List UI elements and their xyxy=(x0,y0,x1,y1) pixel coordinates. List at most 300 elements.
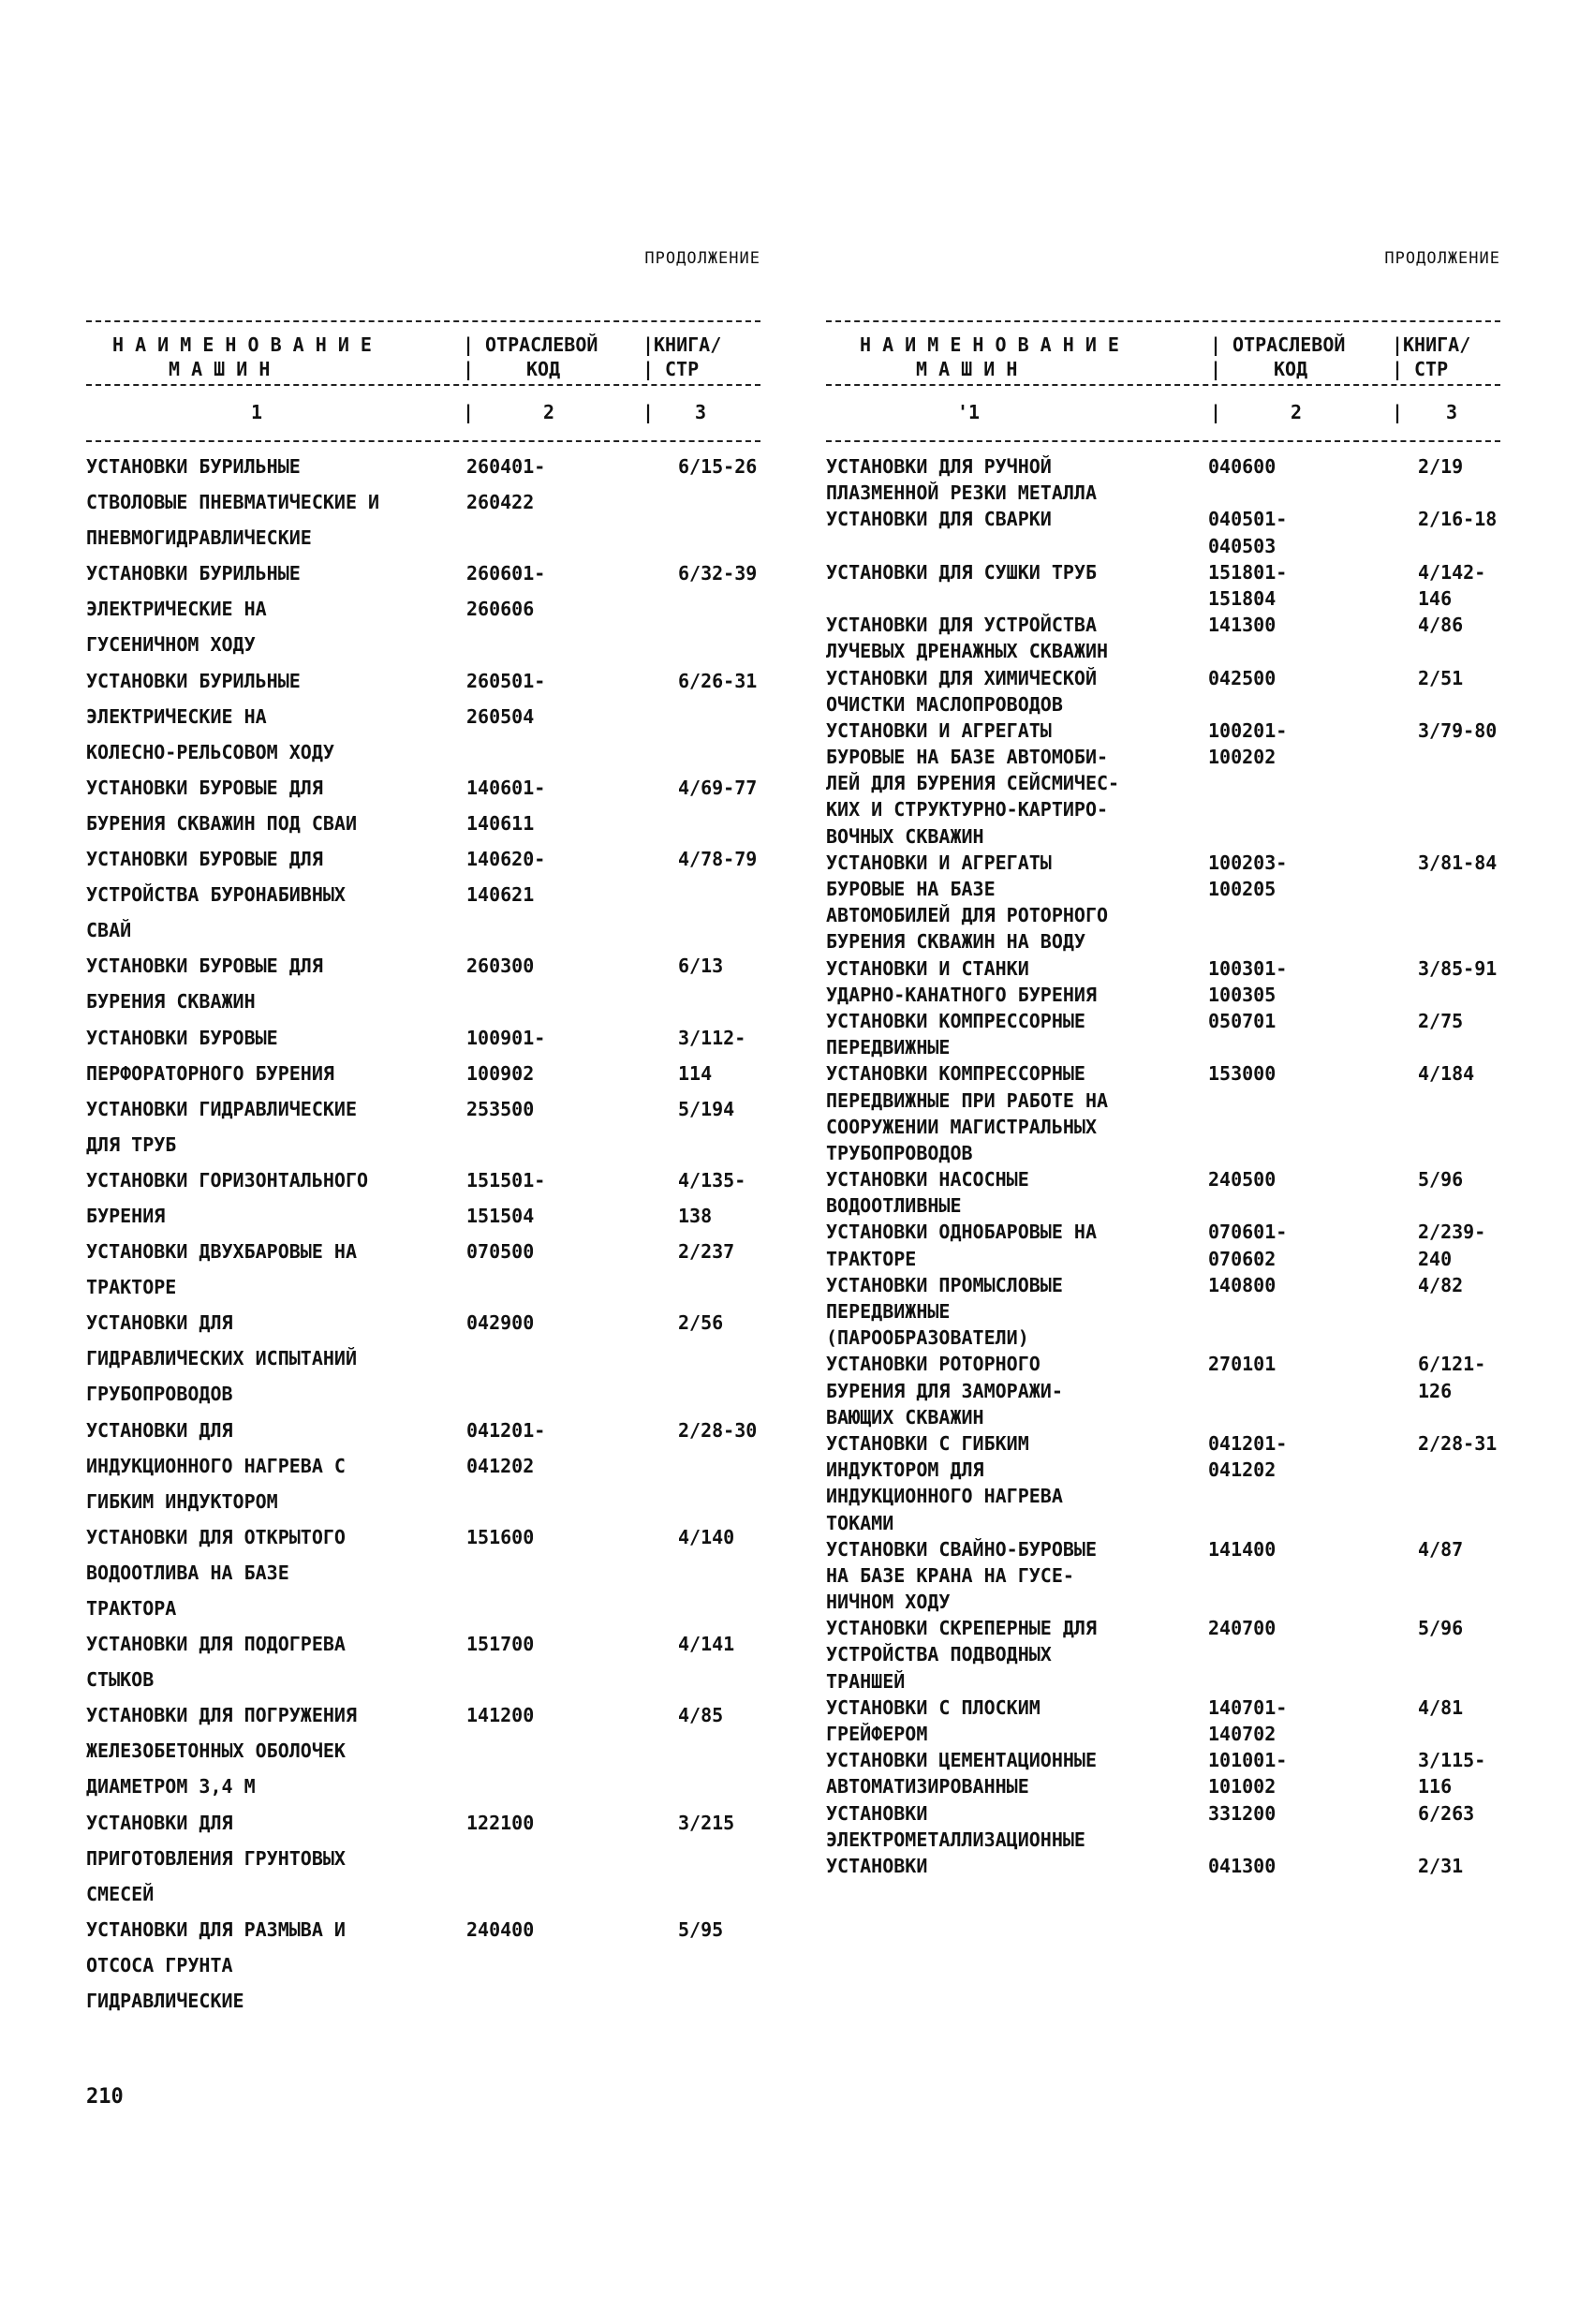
machine-name: ИНДУКЦИОННОГО НАГРЕВА xyxy=(826,1485,1063,1508)
industry-code: 041300 xyxy=(1208,1854,1277,1877)
machine-name: СООРУЖЕНИИ МАГИСТРАЛЬНЫХ xyxy=(826,1115,1097,1138)
machine-name: НИЧНОМ ХОДУ xyxy=(826,1591,951,1614)
book-page: 4/85 xyxy=(678,1704,724,1727)
table-row xyxy=(826,1274,1500,1300)
machine-name: УСТРОЙСТВА ПОДВОДНЫХ xyxy=(826,1643,1052,1666)
table-row xyxy=(86,1311,760,1347)
table-row xyxy=(826,746,1500,772)
table-row xyxy=(86,491,760,526)
table-row xyxy=(826,667,1500,693)
machine-name: АВТОМОБИЛЕЙ ДЛЯ РОТОРНОГО xyxy=(826,904,1109,927)
table-row xyxy=(826,1194,1500,1221)
book-page: 5/95 xyxy=(678,1917,724,1941)
machine-name: ЖЕЛЕЗОБЕТОННЫХ ОБОЛОЧЕК xyxy=(86,1739,346,1763)
table-row xyxy=(86,1347,760,1383)
machine-name: УСТАНОВКИ ГОРИЗОНТАЛЬНОГО xyxy=(86,1168,369,1192)
book-page: 4/81 xyxy=(1418,1695,1464,1719)
table-row xyxy=(86,955,760,990)
machine-name: ПНЕВМОГИДРАВЛИЧЕСКИЕ xyxy=(86,526,312,550)
table-row xyxy=(826,614,1500,640)
industry-code: 141200 xyxy=(466,1704,535,1727)
book-page: 138 xyxy=(678,1204,713,1227)
machine-name: УСТРОЙСТВА БУРОНАБИВНЫХ xyxy=(86,883,346,907)
table-row xyxy=(86,1383,760,1418)
machine-name: ВОДООТЛИВА НА БАЗЕ xyxy=(86,1561,289,1584)
machine-name: УСТАНОВКИ ДЛЯ xyxy=(86,1811,233,1834)
table-row xyxy=(86,1240,760,1276)
machine-name: УСТАНОВКИ СВАЙНО-БУРОВЫЕ xyxy=(826,1537,1097,1561)
industry-code: 140701- xyxy=(1208,1695,1288,1719)
table-row xyxy=(86,1062,760,1098)
book-page: 3/215 xyxy=(678,1811,735,1834)
book-page: 4/141 xyxy=(678,1633,735,1656)
industry-code: 100301- xyxy=(1208,956,1288,980)
header-book-line2: СТР xyxy=(665,358,700,380)
machine-name: УСТАНОВКИ И АГРЕГАТЫ xyxy=(826,718,1052,742)
machine-name: УСТАНОВКИ БУРИЛЬНЫЕ xyxy=(86,562,301,585)
machine-name: УСТАНОВКИ БУРОВЫЕ xyxy=(86,1026,278,1049)
machine-name: УСТАНОВКИ ДЛЯ РАЗМЫВА И xyxy=(86,1917,346,1941)
header-book-line2: СТР xyxy=(1414,358,1449,380)
table-row xyxy=(826,851,1500,878)
industry-code: 100203- xyxy=(1208,851,1288,874)
table-row xyxy=(826,481,1500,508)
header-separator: | xyxy=(1210,358,1222,380)
table-row xyxy=(826,1802,1500,1828)
table-row xyxy=(826,1353,1500,1379)
machine-name: ТОКАМИ xyxy=(826,1511,894,1534)
machine-name: УСТАНОВКИ ДЛЯ ПОГРУЖЕНИЯ xyxy=(86,1704,357,1727)
table-row xyxy=(826,1458,1500,1485)
machine-name: ТРАКТОРЕ xyxy=(826,1247,917,1270)
book-page: 6/32-39 xyxy=(678,562,758,585)
table-header xyxy=(86,322,760,384)
machine-name: ВОДООТЛИВНЫЕ xyxy=(826,1194,962,1218)
machine-name: ГИДРАВЛИЧЕСКИХ ИСПЫТАНИЙ xyxy=(86,1347,357,1370)
industry-code: 100902 xyxy=(466,1061,535,1085)
header-code-line2: КОД xyxy=(526,358,561,380)
book-page: 2/28-30 xyxy=(678,1418,758,1442)
table-row xyxy=(826,772,1500,798)
table-row xyxy=(826,1564,1500,1591)
machine-name: ПЕРЕДВИЖНЫЕ ПРИ РАБОТЕ НА xyxy=(826,1088,1109,1112)
machine-name: ГУСЕНИЧНОМ ХОДУ xyxy=(86,633,256,657)
industry-code: 040501- xyxy=(1208,508,1288,531)
table-row xyxy=(86,1419,760,1455)
table-row xyxy=(86,1739,760,1775)
industry-code: 140611 xyxy=(466,811,535,835)
industry-code: 140800 xyxy=(1208,1273,1277,1296)
book-page: 6/121- xyxy=(1418,1353,1486,1376)
table-row xyxy=(86,1027,760,1062)
table-body xyxy=(86,455,760,2025)
machine-name: УСТАНОВКИ ДЛЯ РУЧНОЙ xyxy=(826,455,1052,478)
column-separator: | xyxy=(463,401,475,423)
machine-name: УСТАНОВКИ КОМПРЕССОРНЫЕ xyxy=(826,1062,1085,1086)
machine-name: УСТАНОВКИ И СТАНКИ xyxy=(826,956,1029,980)
book-page: 4/78-79 xyxy=(678,848,758,871)
table-header xyxy=(826,322,1500,384)
industry-code: 100205 xyxy=(1208,878,1277,900)
header-separator: | xyxy=(463,333,475,356)
book-page: 3/115- xyxy=(1418,1749,1486,1772)
machine-name: УСТАНОВКИ ЦЕМЕНТАЦИОННЫЕ xyxy=(826,1749,1097,1772)
machine-name: БУРЕНИЯ СКВАЖИН НА ВОДУ xyxy=(826,930,1085,954)
industry-code: 153000 xyxy=(1208,1062,1277,1086)
industry-code: 260601- xyxy=(466,562,546,585)
machine-name: ГИДРАВЛИЧЕСКИЕ xyxy=(86,1990,244,2013)
industry-code: 122100 xyxy=(466,1811,535,1834)
industry-code: 041201- xyxy=(466,1418,546,1442)
column-separator: | xyxy=(642,401,655,423)
machine-name: ГРЕЙФЕРОМ xyxy=(826,1723,928,1745)
book-page: 4/140 xyxy=(678,1525,735,1548)
machine-name: ЭЛЕКТРИЧЕСКИЕ НА xyxy=(86,704,267,728)
table-row xyxy=(826,1512,1500,1538)
header-separator: | xyxy=(463,358,475,380)
machine-name: УСТАНОВКИ xyxy=(826,1801,928,1825)
machine-name: УСТАНОВКИ КОМПРЕССОРНЫЕ xyxy=(826,1009,1085,1032)
book-page: 2/19 xyxy=(1418,455,1464,478)
book-page: 2/237 xyxy=(678,1240,735,1264)
book-page: 6/13 xyxy=(678,955,724,978)
table-row xyxy=(86,812,760,848)
industry-code: 040503 xyxy=(1208,534,1277,557)
table-row xyxy=(86,1490,760,1526)
industry-code: 042500 xyxy=(1208,666,1277,689)
header-separator: | xyxy=(1392,358,1404,380)
table-row xyxy=(826,957,1500,984)
table-row xyxy=(826,1696,1500,1723)
table-row xyxy=(86,1276,760,1311)
book-page: 3/85-91 xyxy=(1418,956,1498,980)
column-numbers xyxy=(86,386,760,440)
machine-name: БУРЕНИЯ ДЛЯ ЗАМОРАЖИ- xyxy=(826,1379,1063,1402)
machine-name: ЛЕЙ ДЛЯ БУРЕНИЯ СЕЙСМИЧЕС- xyxy=(826,772,1120,795)
table-row xyxy=(826,1142,1500,1168)
industry-code: 331200 xyxy=(1208,1801,1277,1825)
table-row xyxy=(826,1723,1500,1749)
table-row xyxy=(86,1562,760,1597)
book-page: 114 xyxy=(678,1061,713,1085)
table-row xyxy=(826,508,1500,534)
table-row xyxy=(826,930,1500,956)
machine-name: УСТАНОВКИ С ГИБКИМ xyxy=(826,1431,1029,1455)
machine-name: БУРЕНИЯ xyxy=(86,1204,166,1227)
industry-code: 141400 xyxy=(1208,1537,1277,1561)
table-row xyxy=(826,1828,1500,1855)
header-code-line1: ОТРАСЛЕВОЙ xyxy=(485,333,598,356)
machine-name: БУРЕНИЯ СКВАЖИН xyxy=(86,990,256,1014)
machine-name: УСТАНОВКИ ДЛЯ СВАРКИ xyxy=(826,508,1052,531)
book-page: 6/26-31 xyxy=(678,669,758,692)
industry-code: 151801- xyxy=(1208,560,1288,584)
machine-name: НА БАЗЕ КРАНА НА ГУСЕ- xyxy=(826,1563,1074,1587)
book-page: 5/194 xyxy=(678,1097,735,1120)
machine-name: ГРУБОПРОВОДОВ xyxy=(86,1383,233,1406)
industry-code: 240400 xyxy=(466,1917,535,1941)
table-row xyxy=(826,1248,1500,1274)
header-book-line1: КНИГА/ xyxy=(654,333,722,356)
table-row xyxy=(86,1668,760,1704)
table-row xyxy=(86,1883,760,1918)
machine-name: УСТАНОВКИ БУРОВЫЕ ДЛЯ xyxy=(86,955,323,978)
machine-name: БУРОВЫЕ НА БАЗЕ АВТОМОБИ- xyxy=(826,746,1109,769)
table-row xyxy=(826,878,1500,904)
machine-name: УСТАНОВКИ ДЛЯ ХИМИЧЕСКОЙ xyxy=(826,666,1097,689)
machine-name: ПЕРФОРАТОРНОГО БУРЕНИЯ xyxy=(86,1061,334,1085)
book-page: 146 xyxy=(1418,586,1453,610)
machine-name: БУРЕНИЯ СКВАЖИН ПОД СВАИ xyxy=(86,811,357,835)
industry-code: 151700 xyxy=(466,1633,535,1656)
header-name-line1: Н А И М Е Н О В А Н И Е xyxy=(112,333,372,356)
industry-code: 260501- xyxy=(466,669,546,692)
header-book-line1: КНИГА/ xyxy=(1403,333,1471,356)
right-column xyxy=(826,245,1500,1881)
table-row xyxy=(86,1597,760,1633)
table-row xyxy=(826,1855,1500,1881)
table-row xyxy=(826,1749,1500,1775)
industry-code: 260300 xyxy=(466,955,535,978)
machine-name: ПЛАЗМЕННОЙ РЕЗКИ МЕТАЛЛА xyxy=(826,481,1097,505)
column-number-2: 2 xyxy=(1291,401,1303,423)
column-number-1: '1 xyxy=(957,401,981,423)
machine-name: ОЧИСТКИ МАСЛОПРОВОДОВ xyxy=(826,692,1063,716)
industry-code: 151501- xyxy=(466,1168,546,1192)
header-name-line2: М А Ш И Н xyxy=(916,358,1018,380)
industry-code: 050701 xyxy=(1208,1009,1277,1032)
book-page: 2/31 xyxy=(1418,1854,1464,1877)
industry-code: 100305 xyxy=(1208,983,1277,1006)
machine-name: КИХ И СТРУКТУРНО-КАРТИРО- xyxy=(826,798,1109,822)
header-bottom-rule xyxy=(86,440,760,442)
column-separator: | xyxy=(1392,401,1404,423)
book-page: 3/81-84 xyxy=(1418,851,1498,874)
book-page: 2/51 xyxy=(1418,666,1464,689)
table-row xyxy=(86,1918,760,1954)
industry-code: 100202 xyxy=(1208,746,1277,769)
machine-name: ВАЮЩИХ СКВАЖИН xyxy=(826,1405,984,1428)
table-row xyxy=(826,1432,1500,1458)
header-separator: | xyxy=(1210,333,1222,356)
header-name-line1: Н А И М Е Н О В А Н И Е xyxy=(860,333,1119,356)
machine-name: УСТАНОВКИ НАСОСНЫЕ xyxy=(826,1168,1029,1192)
machine-name: СВАЙ xyxy=(86,919,132,942)
industry-code: 140601- xyxy=(466,776,546,799)
industry-code: 140621 xyxy=(466,883,535,907)
header-separator: | xyxy=(642,333,655,356)
table-row xyxy=(86,1633,760,1668)
table-row xyxy=(826,1300,1500,1326)
column-numbers xyxy=(826,386,1500,440)
machine-name: ИНДУКЦИОННОГО НАГРЕВА С xyxy=(86,1454,346,1477)
table-row xyxy=(826,561,1500,587)
book-page: 4/87 xyxy=(1418,1537,1464,1561)
table-row xyxy=(826,1670,1500,1696)
table-row xyxy=(826,719,1500,746)
machine-name: ПРИГОТОВЛЕНИЯ ГРУНТОВЫХ xyxy=(86,1846,346,1870)
book-page: 4/82 xyxy=(1418,1273,1464,1296)
column-number-3: 3 xyxy=(695,401,707,423)
book-page: 2/28-31 xyxy=(1418,1431,1498,1455)
table-row xyxy=(826,904,1500,930)
table-row xyxy=(826,825,1500,851)
machine-name: ОТСОСА ГРУНТА xyxy=(86,1953,233,1976)
machine-name: АВТОМАТИЗИРОВАННЫЕ xyxy=(826,1775,1029,1799)
book-page: 4/135- xyxy=(678,1168,746,1192)
table-row xyxy=(86,1098,760,1133)
industry-code: 041202 xyxy=(466,1454,535,1477)
table-row xyxy=(86,705,760,741)
header-bottom-rule xyxy=(826,440,1500,442)
table-row xyxy=(86,1133,760,1169)
machine-name: ЭЛЕКТРИЧЕСКИЕ НА xyxy=(86,598,267,621)
page-number: 210 xyxy=(86,2085,124,2109)
industry-code: 041202 xyxy=(1208,1458,1277,1482)
machine-name: УСТАНОВКИ И АГРЕГАТЫ xyxy=(826,851,1052,874)
table-row xyxy=(826,693,1500,719)
machine-name: УСТАНОВКИ ОДНОБАРОВЫЕ НА xyxy=(826,1221,1097,1244)
machine-name: (ПАРООБРАЗОВАТЕЛИ) xyxy=(826,1326,1029,1350)
table-row xyxy=(86,848,760,883)
table-row xyxy=(86,1526,760,1562)
table-row xyxy=(86,777,760,812)
header-name-line2: М А Ш И Н xyxy=(169,358,271,380)
machine-name: УСТАНОВКИ ДЛЯ УСТРОЙСТВА xyxy=(826,614,1097,637)
table-row xyxy=(826,1036,1500,1062)
book-page: 2/56 xyxy=(678,1311,724,1335)
book-page: 2/239- xyxy=(1418,1221,1486,1244)
industry-code: 100201- xyxy=(1208,718,1288,742)
book-page: 5/96 xyxy=(1418,1168,1464,1192)
table-row xyxy=(826,1406,1500,1432)
book-page: 3/112- xyxy=(678,1026,746,1049)
machine-name: УДАРНО-КАНАТНОГО БУРЕНИЯ xyxy=(826,983,1097,1006)
table-row xyxy=(826,1485,1500,1511)
table-row xyxy=(86,883,760,919)
industry-code: 151600 xyxy=(466,1525,535,1548)
industry-code: 151804 xyxy=(1208,586,1277,610)
industry-code: 041201- xyxy=(1208,1431,1288,1455)
table-row xyxy=(826,1538,1500,1564)
machine-name: УСТАНОВКИ ДЛЯ ПОДОГРЕВА xyxy=(86,1633,346,1656)
table-row xyxy=(86,455,760,491)
table-row xyxy=(826,1617,1500,1643)
column-separator: | xyxy=(1210,401,1222,423)
table-row xyxy=(826,1326,1500,1353)
machine-name: ПЕРЕДВИЖНЫЕ xyxy=(826,1300,951,1323)
book-page: 6/263 xyxy=(1418,1801,1475,1825)
table-row xyxy=(826,1089,1500,1116)
table-row xyxy=(86,562,760,598)
table-row xyxy=(86,1169,760,1205)
machine-name: УСТАНОВКИ БУРИЛЬНЫЕ xyxy=(86,669,301,692)
machine-name: ВОЧНЫХ СКВАЖИН xyxy=(826,824,984,848)
table-body xyxy=(826,455,1500,1881)
industry-code: 070500 xyxy=(466,1240,535,1264)
column-number-1: 1 xyxy=(251,401,263,423)
table-row xyxy=(826,1168,1500,1194)
industry-code: 151504 xyxy=(466,1204,535,1227)
header-separator: | xyxy=(1392,333,1404,356)
machine-name: УСТАНОВКИ РОТОРНОГО xyxy=(826,1353,1041,1376)
table-row xyxy=(86,1455,760,1490)
header-separator: | xyxy=(642,358,655,380)
column-number-2: 2 xyxy=(543,401,555,423)
table-row xyxy=(826,1116,1500,1142)
machine-name: СМЕСЕЙ xyxy=(86,1882,155,1905)
continuation-label: ПРОДОЛЖЕНИЕ xyxy=(1384,249,1500,268)
industry-code: 101002 xyxy=(1208,1775,1277,1799)
machine-name: ТРУБОПРОВОДОВ xyxy=(826,1141,973,1164)
table-row xyxy=(826,798,1500,824)
machine-name: ТРАКТОРЕ xyxy=(86,1276,177,1299)
book-page: 4/86 xyxy=(1418,614,1464,637)
machine-name: ЛУЧЕВЫХ ДРЕНАЖНЫХ СКВАЖИН xyxy=(826,640,1109,663)
book-page: 240 xyxy=(1418,1247,1453,1270)
table-row xyxy=(826,455,1500,481)
book-page: 4/142- xyxy=(1418,560,1486,584)
header-code-line2: КОД xyxy=(1274,358,1308,380)
left-column xyxy=(86,245,760,2025)
book-page: 3/79-80 xyxy=(1418,718,1498,742)
machine-name: СТВОЛОВЫЕ ПНЕВМАТИЧЕСКИЕ И xyxy=(86,491,380,514)
industry-code: 270101 xyxy=(1208,1353,1277,1376)
machine-name: БУРОВЫЕ НА БАЗЕ xyxy=(826,878,996,900)
book-page: 4/184 xyxy=(1418,1062,1475,1086)
machine-name: ПЕРЕДВИЖНЫЕ xyxy=(826,1036,951,1059)
industry-code: 260606 xyxy=(466,598,535,621)
book-page: 5/96 xyxy=(1418,1617,1464,1640)
table-row xyxy=(826,587,1500,614)
table-row xyxy=(86,1990,760,2025)
machine-name: УСТАНОВКИ ДЛЯ xyxy=(86,1311,233,1335)
table-row xyxy=(826,1643,1500,1669)
table-row xyxy=(86,526,760,562)
machine-name: УСТАНОВКИ ПРОМЫСЛОВЫЕ xyxy=(826,1273,1063,1296)
industry-code: 070602 xyxy=(1208,1247,1277,1270)
table-row xyxy=(86,1954,760,1990)
industry-code: 042900 xyxy=(466,1311,535,1335)
table-row xyxy=(86,741,760,777)
machine-name: ДИАМЕТРОМ 3,4 М xyxy=(86,1775,256,1799)
table-row xyxy=(826,640,1500,666)
book-page: 2/16-18 xyxy=(1418,508,1498,531)
machine-name: УСТАНОВКИ ДЛЯ xyxy=(86,1418,233,1442)
table-row xyxy=(826,1591,1500,1617)
table-row xyxy=(86,1775,760,1811)
book-page: 4/69-77 xyxy=(678,776,758,799)
industry-code: 253500 xyxy=(466,1097,535,1120)
machine-name: ИНДУКТОРОМ ДЛЯ xyxy=(826,1458,984,1482)
table-row xyxy=(826,1380,1500,1406)
table-row xyxy=(86,1205,760,1240)
book-page: 126 xyxy=(1418,1379,1453,1402)
machine-name: УСТАНОВКИ ДЛЯ ОТКРЫТОГО xyxy=(86,1525,346,1548)
book-page: 6/15-26 xyxy=(678,455,758,478)
table-row xyxy=(86,1704,760,1739)
industry-code: 040600 xyxy=(1208,455,1277,478)
machine-name: УСТАНОВКИ СКРЕПЕРНЫЕ ДЛЯ xyxy=(826,1617,1097,1640)
machine-name: ЭЛЕКТРОМЕТАЛЛИЗАЦИОННЫЕ xyxy=(826,1828,1085,1851)
table-row xyxy=(826,1775,1500,1801)
machine-name: УСТАНОВКИ xyxy=(826,1854,928,1877)
book-page: 2/75 xyxy=(1418,1009,1464,1032)
table-row xyxy=(826,1010,1500,1036)
table-row xyxy=(86,1847,760,1883)
machine-name: ГИБКИМ ИНДУКТОРОМ xyxy=(86,1489,278,1513)
table-row xyxy=(826,1062,1500,1088)
